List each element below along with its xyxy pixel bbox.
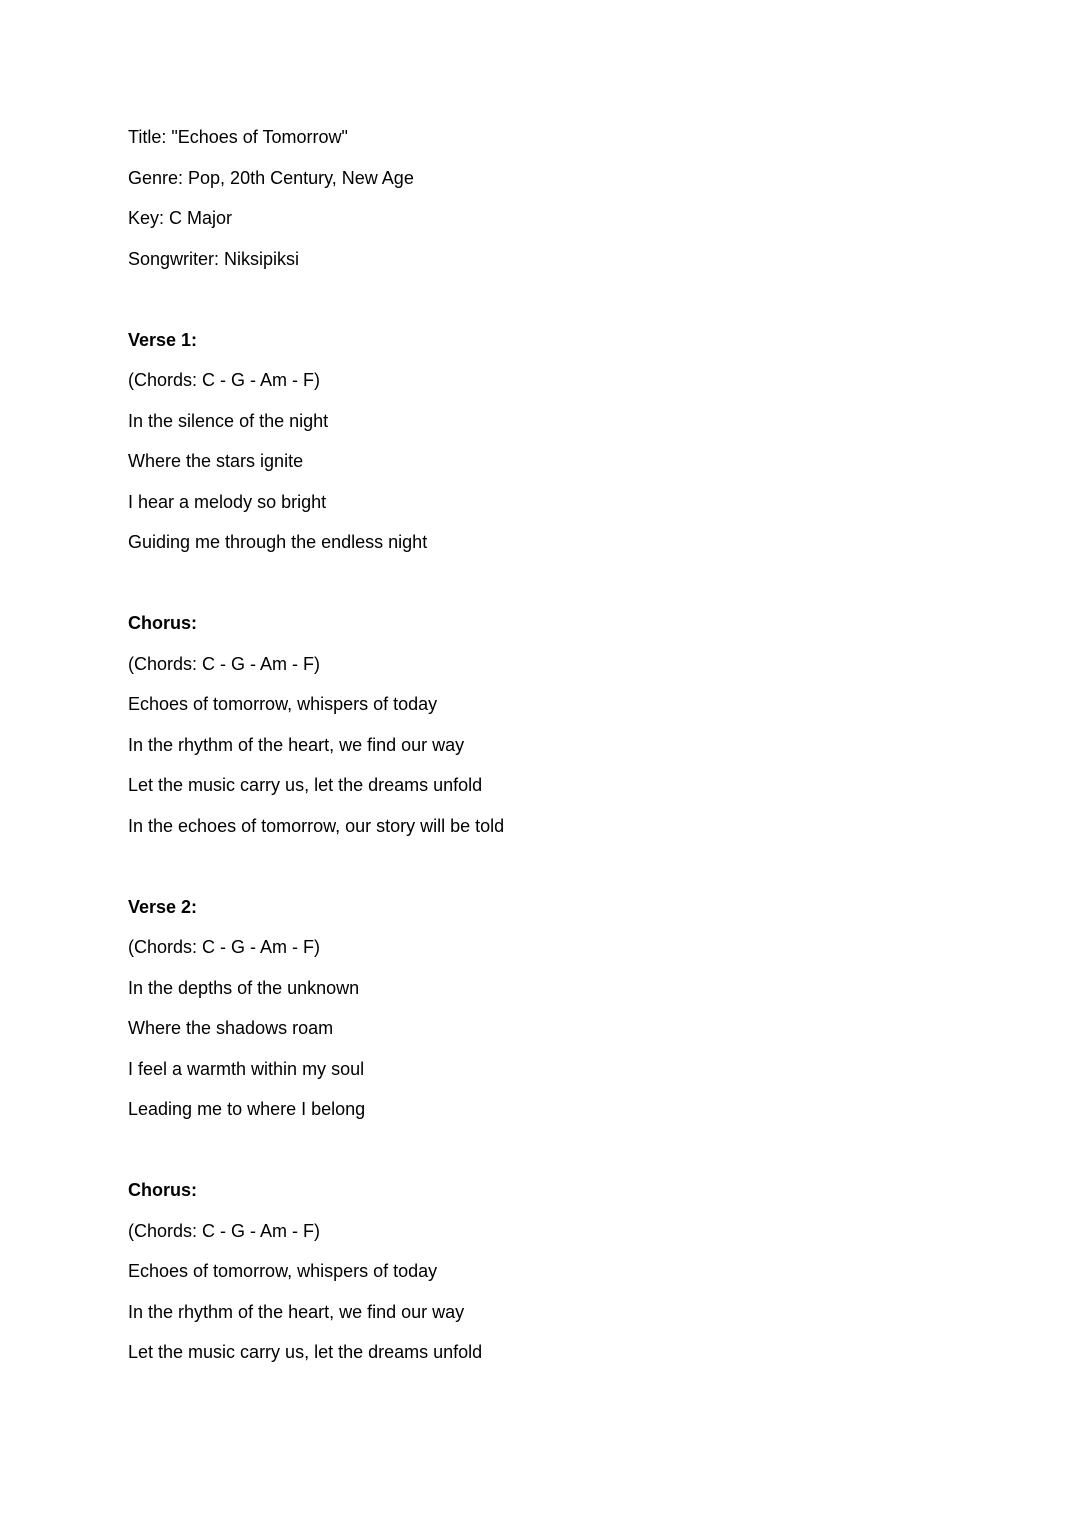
section-spacer xyxy=(128,572,948,613)
chord-line: (Chords: C - G - Am - F) xyxy=(128,653,321,674)
lyric-line: In the silence of the night xyxy=(128,410,329,431)
lyric-line: I hear a melody so bright xyxy=(128,491,327,512)
lyric-line: In the rhythm of the heart, we find our way xyxy=(128,734,465,755)
lyric-line: Let the music carry us, let the dreams unfold xyxy=(128,775,483,795)
section-verse-1 xyxy=(128,329,948,554)
chord-line: (Chords: C - G - Am - F) xyxy=(128,1220,321,1241)
section-heading: Verse 2: xyxy=(128,896,198,917)
section-spacer xyxy=(128,855,948,896)
section-chorus-2 xyxy=(128,1179,948,1363)
chord-line: (Chords: C - G - Am - F) xyxy=(128,937,321,957)
section-heading: Chorus: xyxy=(128,613,197,633)
lyric-line: In the echoes of tomorrow, our story will be told xyxy=(128,815,505,836)
song-songwriter: Songwriter: Niksipiksi xyxy=(128,248,300,269)
section-chorus-1 xyxy=(128,612,948,837)
section-heading: Chorus: xyxy=(128,1180,197,1200)
song-title: Title: "Echoes of Tomorrow" xyxy=(128,127,348,147)
section-spacer xyxy=(128,288,948,329)
lyric-line: Guiding me through the endless night xyxy=(128,532,428,552)
section-spacer xyxy=(128,1139,948,1180)
lyric-line: Where the shadows roam xyxy=(128,1018,334,1038)
section-verse-2 xyxy=(128,896,948,1121)
lyric-line: I feel a warmth within my soul xyxy=(128,1058,365,1079)
lyric-line: In the depths of the unknown xyxy=(128,977,360,998)
lyric-line: Echoes of tomorrow, whispers of today xyxy=(128,1261,438,1281)
song-sheet xyxy=(128,126,948,1382)
lyric-line: Let the music carry us, let the dreams unfold xyxy=(128,1342,483,1362)
section-heading: Verse 1: xyxy=(128,329,198,350)
lyric-line: Leading me to where I belong xyxy=(128,1099,366,1119)
song-key: Key: C Major xyxy=(128,208,233,228)
chord-line: (Chords: C - G - Am - F) xyxy=(128,370,321,390)
lyric-line: Where the stars ignite xyxy=(128,451,304,471)
song-genre: Genre: Pop, 20th Century, New Age xyxy=(128,167,414,188)
lyric-line: In the rhythm of the heart, we find our way xyxy=(128,1301,465,1322)
lyric-line: Echoes of tomorrow, whispers of today xyxy=(128,694,438,714)
